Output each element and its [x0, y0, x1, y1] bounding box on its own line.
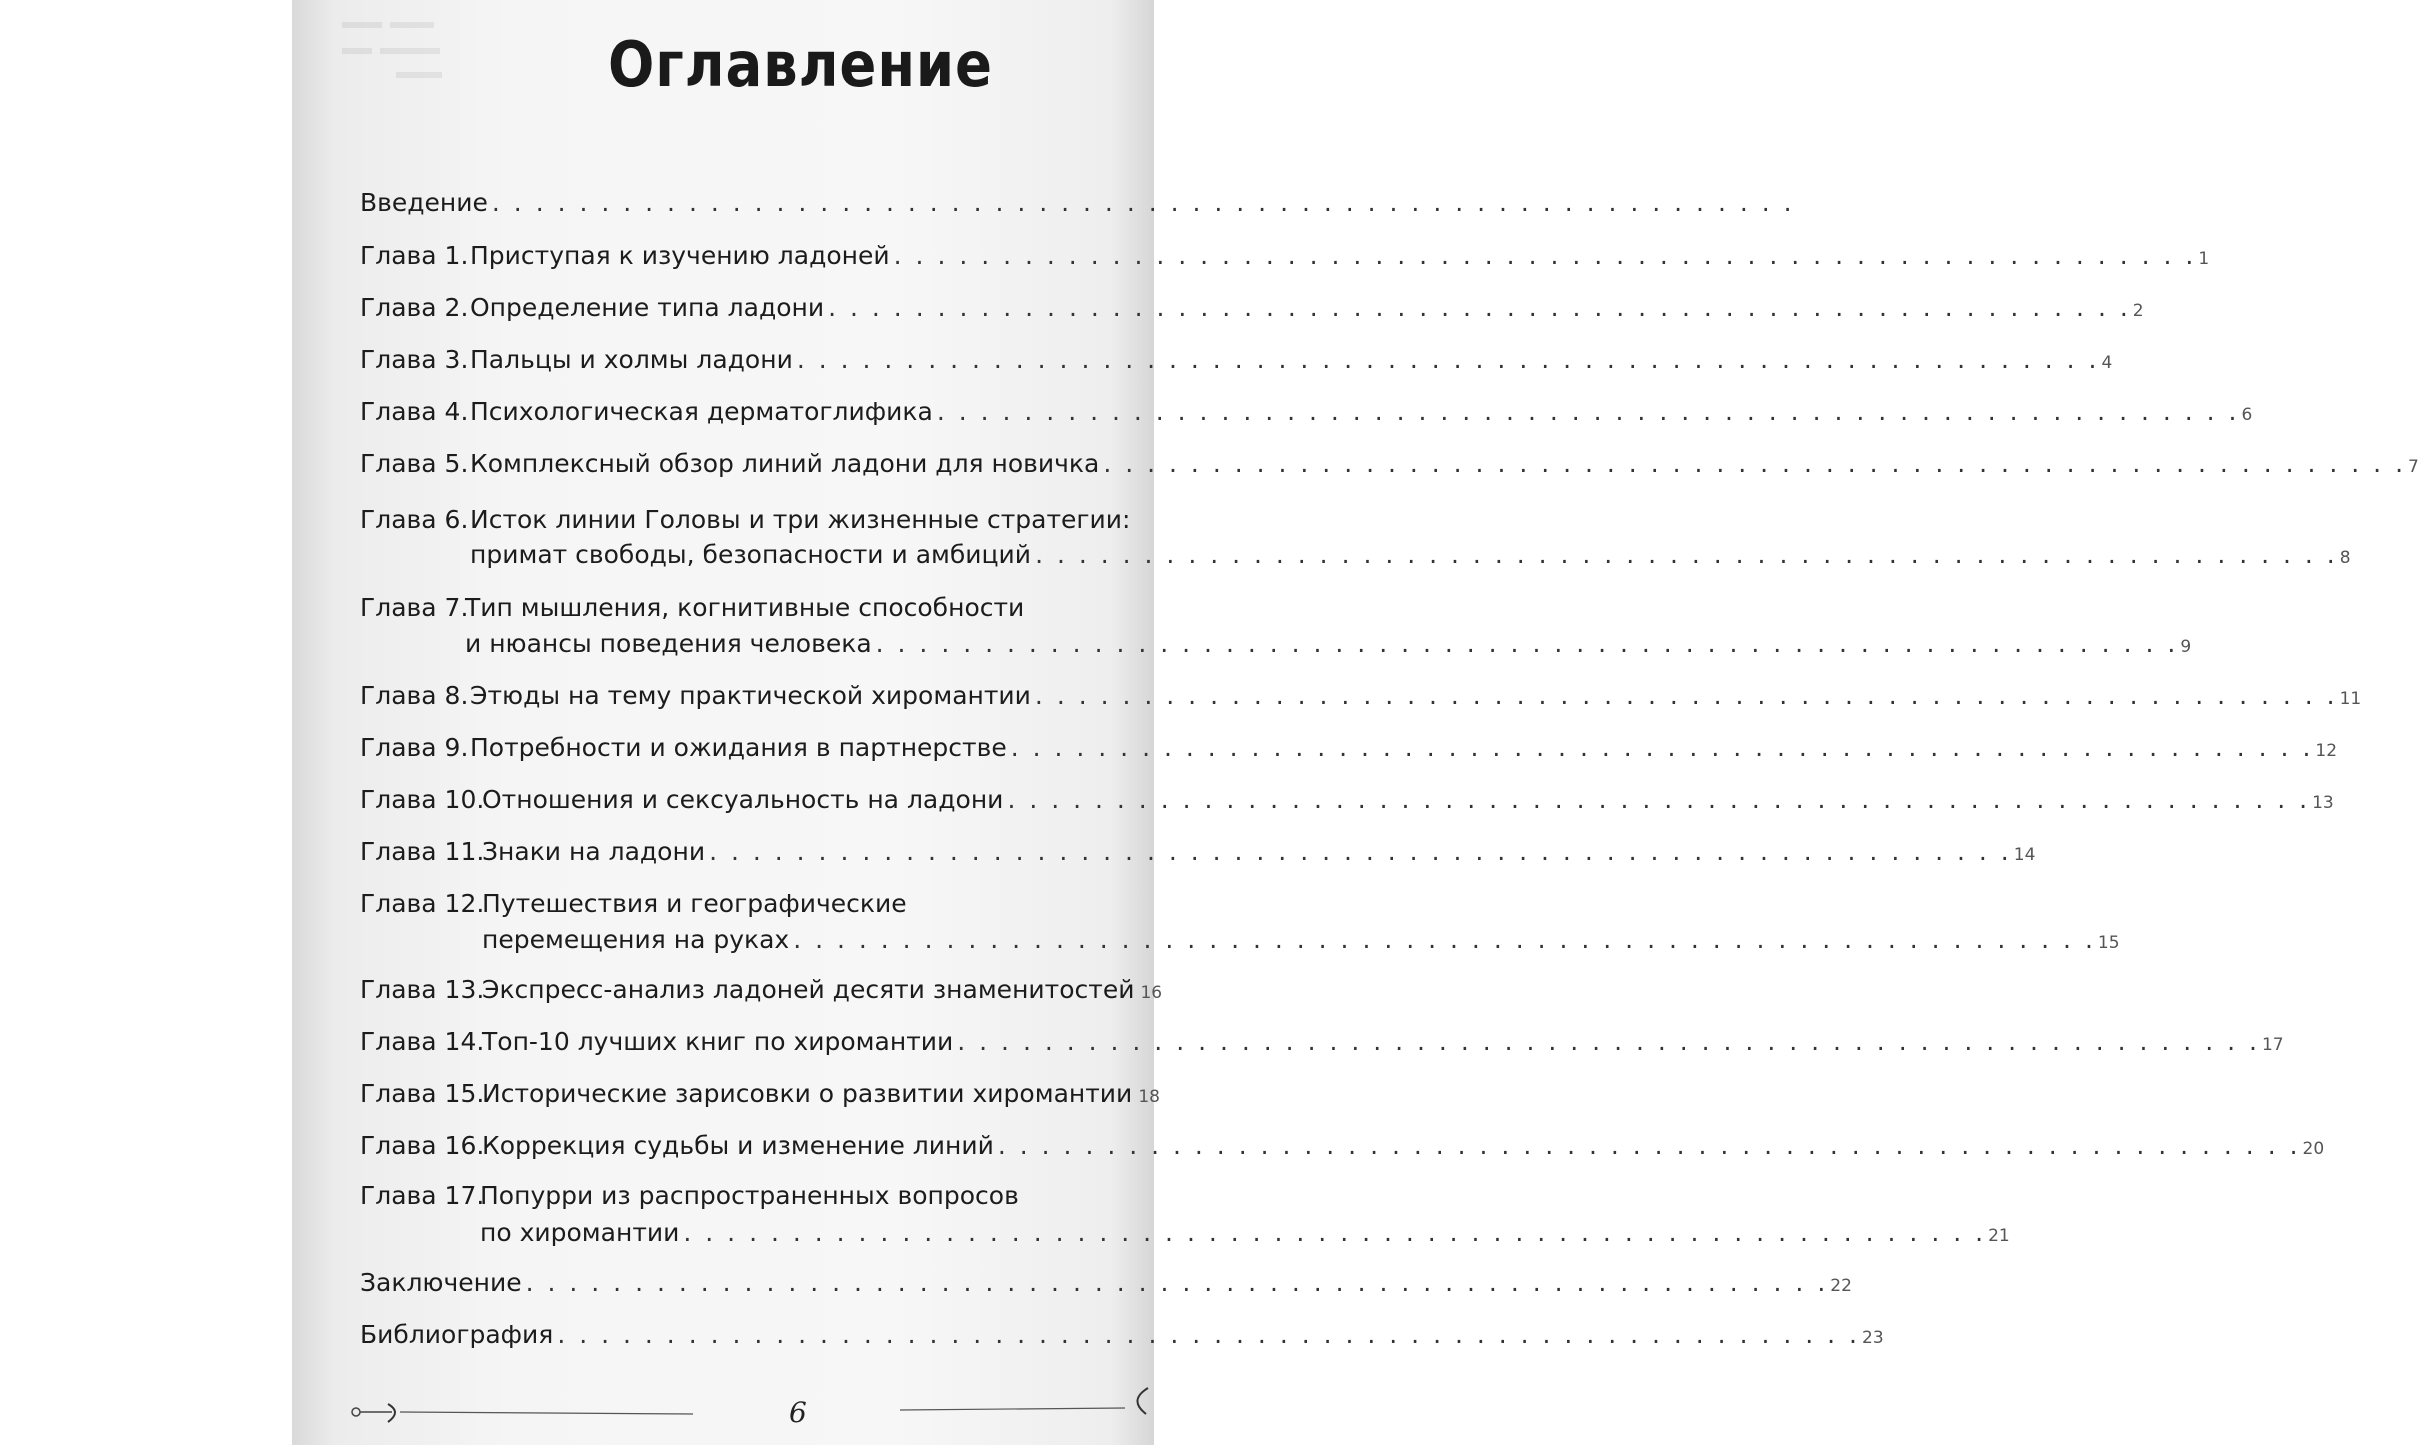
toc-chapter-label: Глава 6.: [360, 505, 469, 534]
toc-entry-chapter-11: [360, 837, 2036, 873]
toc-chapter-label: Глава 15.: [360, 1079, 485, 1108]
toc-chapter-label: Глава 1.: [360, 241, 469, 270]
toc-leader-dots: . . . . . . . . . . . . . . . . . . . . . . . . . . . . . . . . . . . . . . . . . . . . . . . . . . . . . . . . . . . .: [1035, 540, 2338, 569]
toc-leader-dots: . . . . . . . . . . . . . . . . . . . . . . . . . . . . . . . . . . . . . . . . . . . . . . . . . . . . . . . . . . . .: [828, 293, 2131, 322]
toc-chapter-title: Исторические зарисовки о развитии хиромантии: [482, 1079, 1133, 1108]
toc-chapter-title: Определение типа ладони: [470, 293, 825, 322]
toc-entry-label: Заключение: [360, 1268, 522, 1297]
page-number: 6: [789, 1396, 807, 1429]
toc-leader-dots: . . . . . . . . . . . . . . . . . . . . . . . . . . . . . . . . . . . . . . . . . . . . . . . . . . . . . . . . . . . .: [525, 1268, 1829, 1297]
toc-entry-chapter-14: [360, 1027, 2284, 1063]
toc-page-number: 16: [1140, 983, 1163, 1003]
toc-chapter-label: Глава 9.: [360, 733, 469, 762]
toc-page-number: 7: [2408, 457, 2419, 477]
toc-entry-chapter-9: [360, 733, 2338, 769]
toc-chapter-title: Топ-10 лучших книг по хиромантии: [482, 1027, 954, 1056]
toc-entry-chapter-7-continued: [465, 629, 2192, 665]
toc-leader-dots: . . . . . . . . . . . . . . . . . . . . . . . . . . . . . . . . . . . . . . . . . . . . . . . . . . . . . . . . . . . .: [1007, 785, 2311, 814]
toc-chapter-title: Экспресс-анализ ладоней десяти знаменитостей: [482, 975, 1135, 1004]
toc-chapter-label: Глава 10.: [360, 785, 485, 814]
toc-leader-dots: . . . . . . . . . . . . . . . . . . . . . . . . . . . . . . . . . . . . . . . . . . . . . . . . . . . . . . . . . . . .: [997, 1131, 2301, 1160]
toc-page-number: 2: [2132, 301, 2144, 321]
book-page: [292, 0, 2419, 1445]
toc-chapter-title: Психологическая дерматоглифика: [470, 397, 933, 426]
bleed-through-text: [336, 14, 466, 84]
toc-chapter-title-continued: перемещения на руках: [482, 925, 790, 954]
toc-chapter-label: Глава 3.: [360, 345, 469, 374]
toc-entry-chapter-12: [360, 889, 1160, 925]
toc-chapter-label: Глава 12.: [360, 889, 485, 918]
toc-chapter-title: Тип мышления, когнитивные способности: [465, 593, 1025, 622]
toc-chapter-title-continued: примат свободы, безопасности и амбиций: [470, 540, 1032, 569]
toc-page-number: 23: [1862, 1328, 1884, 1348]
toc-leader-dots: . . . . . . . . . . . . . . . . . . . . . . . . . . . . . . . . . . . . . . . . . . . . . . . . . . . . . . . . . . . .: [683, 1218, 1987, 1247]
toc-entry-chapter-6: [360, 505, 1160, 541]
toc-chapter-label: Глава 16.: [360, 1131, 485, 1160]
toc-leader-dots: . . . . . . . . . . . . . . . . . . . . . . . . . . . . . . . . . . . . . . . . . . . . . . . . . . . . . . . . . . . .: [796, 345, 2100, 374]
toc-entry-conclusion: [360, 1268, 1852, 1304]
toc-entry-chapter-2: [360, 293, 2144, 329]
toc-chapter-title: Потребности и ожидания в партнерстве: [470, 733, 1007, 762]
toc-leader-dots: . . . . . . . . . . . . . . . . . . . . . . . . . . . . . . . . . . . . . . . . . . . . . . . . . . . . . . . . . . . .: [1010, 733, 2314, 762]
toc-entry-chapter-16: [360, 1131, 2325, 1167]
toc-page-number: 12: [2315, 741, 2338, 761]
toc-page-number: 20: [2302, 1139, 2325, 1159]
toc-chapter-label: Глава 8.: [360, 681, 469, 710]
toc-page-number: 22: [1830, 1276, 1852, 1296]
toc-chapter-label: Глава 2.: [360, 293, 469, 322]
toc-chapter-title: Знаки на ладони: [482, 837, 706, 866]
toc-page-number: 6: [2241, 405, 2253, 425]
toc-chapter-label: Глава 4.: [360, 397, 469, 426]
toc-leader-dots: . . . . . . . . . . . . . . . . . . . . . . . . . . . . . . . . . . . . . . . . . . . . . . . . . . . . . . . . . . . .: [557, 1320, 1860, 1349]
page-title: Оглавление: [608, 28, 993, 101]
toc-chapter-title-continued: по хиромантии: [480, 1218, 680, 1247]
toc-entry-chapter-13: [360, 975, 1163, 1011]
toc-entry-chapter-10: [360, 785, 2334, 821]
toc-entry-chapter-6-continued: [470, 540, 2351, 576]
toc-leader-dots: . . . . . . . . . . . . . . . . . . . . . . . . . . . . . . . . . . . . . . . . . . . . . . . . . . . . . . . . . . . .: [936, 397, 2240, 426]
toc-chapter-label: Глава 13.: [360, 975, 485, 1004]
toc-page-number: 4: [2101, 353, 2113, 373]
toc-page-number: 9: [2180, 637, 2192, 657]
toc-page-number: 11: [2339, 689, 2362, 709]
toc-entry-chapter-7: [360, 593, 1160, 629]
toc-chapter-title: Приступая к изучению ладоней: [470, 241, 890, 270]
toc-chapter-title: Исток линии Головы и три жизненные стратегии:: [470, 505, 1131, 534]
toc-page-number: 21: [1988, 1226, 2010, 1246]
toc-entry-chapter-15: [360, 1079, 1160, 1115]
toc-leader-dots: . . . . . . . . . . . . . . . . . . . . . . . . . . . . . . . . . . . . . . . . . . . . . . . . . . . . . . . . . . . .: [709, 837, 2012, 866]
toc-entry-bibliography: [360, 1320, 1884, 1356]
toc-entry-chapter-17: [360, 1181, 1160, 1217]
toc-chapter-title: Этюды на тему практической хиромантии: [470, 681, 1031, 710]
footer-ornament-right: [900, 1382, 1154, 1418]
toc-chapter-label: Глава 5.: [360, 449, 469, 478]
toc-entry-chapter-1: [360, 241, 2210, 277]
toc-entry-chapter-4: [360, 397, 2253, 433]
toc-chapter-title: Коррекция судьбы и изменение линий: [482, 1131, 994, 1160]
toc-entry-label: Введение: [360, 188, 488, 217]
toc-page-number: 18: [1138, 1087, 1160, 1107]
toc-entry-chapter-17-continued: [480, 1218, 2010, 1254]
toc-page-number: 17: [2261, 1035, 2284, 1055]
toc-leader-dots: . . . . . . . . . . . . . . . . . . . . . . . . . . . . . . . . . . . . . . . . . . . . . . . . . . . . . . . . . . . .: [957, 1027, 2260, 1056]
toc-chapter-title: Комплексный обзор линий ладони для новичка: [470, 449, 1100, 478]
toc-entry-chapter-5: [360, 449, 2419, 485]
toc-chapter-title: Отношения и сексуальность на ладони: [482, 785, 1004, 814]
toc-page-number: 15: [2097, 933, 2120, 953]
toc-page-number: 1: [2198, 249, 2210, 269]
toc-leader-dots: . . . . . . . . . . . . . . . . . . . . . . . . . . . . . . . . . . . . . . . . . . . . . . . . . . . . . . . . . . . .: [1034, 681, 2338, 710]
toc-page-number: 13: [2312, 793, 2334, 813]
toc-leader-dots: . . . . . . . . . . . . . . . . . . . . . . . . . . . . . . . . . . . . . . . . . . . . . . . . . . . . . . . . . . . .: [793, 925, 2096, 954]
toc-chapter-label: Глава 7.: [360, 593, 469, 622]
toc-chapter-label: Глава 17.: [360, 1181, 485, 1210]
footer-ornament-left: [348, 1400, 698, 1424]
toc-chapter-title: Пальцы и холмы ладони: [470, 345, 793, 374]
toc-leader-dots: . . . . . . . . . . . . . . . . . . . . . . . . . . . . . . . . . . . . . . . . . . . . . . . . . . . . . . . . . . . .: [491, 188, 1795, 217]
toc-entry-chapter-8: [360, 681, 2362, 717]
toc-leader-dots: . . . . . . . . . . . . . . . . . . . . . . . . . . . . . . . . . . . . . . . . . . . . . . . . . . . . . . . . . . . .: [893, 241, 2197, 270]
toc-entry-intro: [360, 188, 1795, 224]
toc-chapter-title: Попурри из распространенных вопросов: [480, 1181, 1019, 1210]
toc-chapter-label: Глава 11.: [360, 837, 485, 866]
toc-entry-label: Библиография: [360, 1320, 554, 1349]
toc-leader-dots: . . . . . . . . . . . . . . . . . . . . . . . . . . . . . . . . . . . . . . . . . . . . . . . . . . . . . . . . . . . .: [875, 629, 2179, 658]
toc-entry-chapter-12-continued: [482, 925, 2120, 961]
toc-leader-dots: . . . . . . . . . . . . . . . . . . . . . . . . . . . . . . . . . . . . . . . . . . . . . . . . . . . . . . . . . . . .: [1103, 449, 2407, 478]
toc-chapter-title-continued: и нюансы поведения человека: [465, 629, 872, 658]
toc-page-number: 14: [2013, 845, 2036, 865]
toc-entry-chapter-3: [360, 345, 2113, 381]
toc-page-number: 8: [2339, 548, 2351, 568]
toc-chapter-title: Путешествия и географические: [482, 889, 907, 918]
toc-chapter-label: Глава 14.: [360, 1027, 485, 1056]
